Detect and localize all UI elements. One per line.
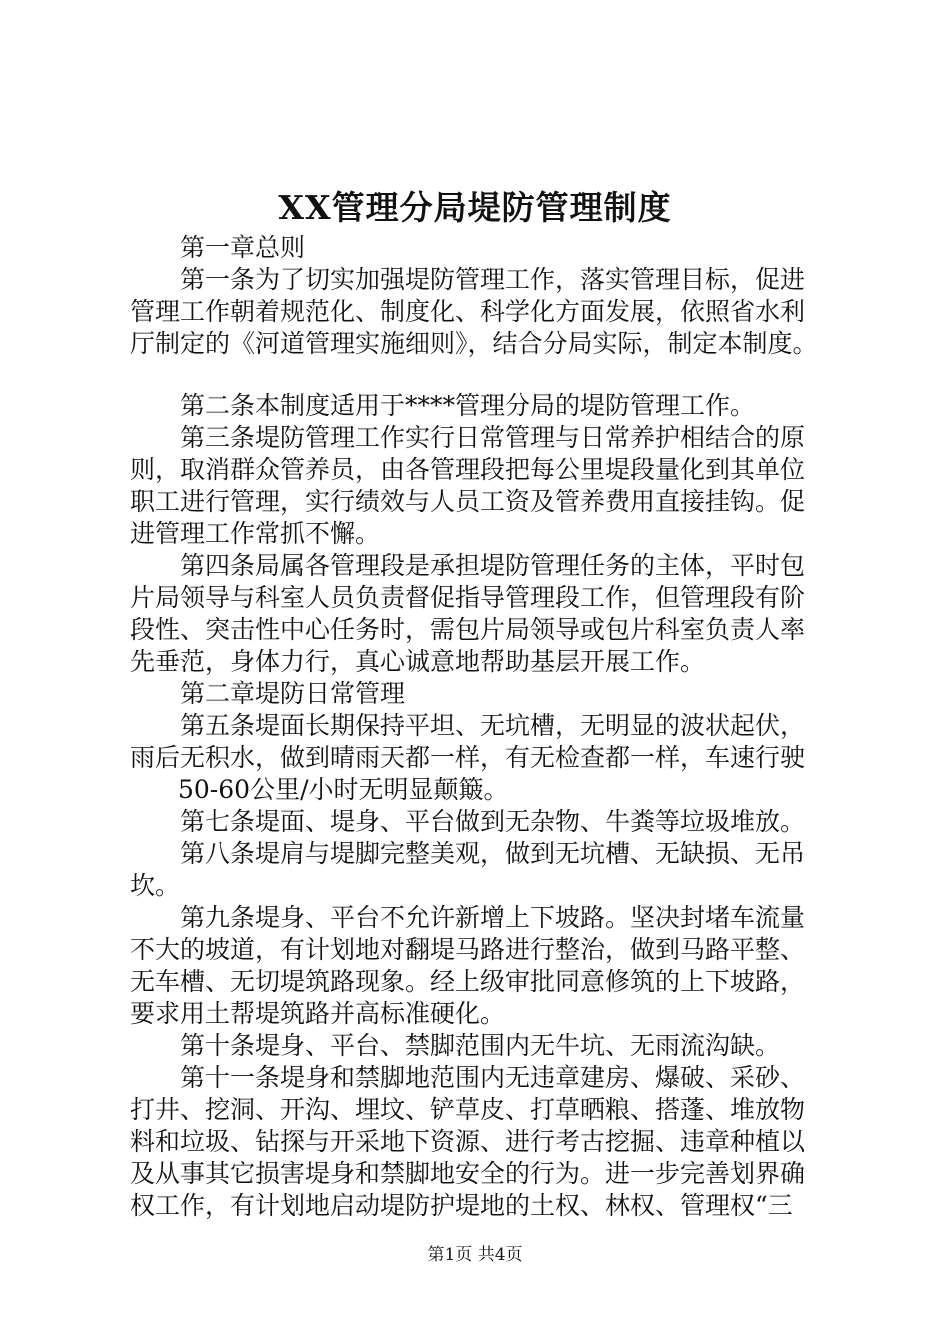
paragraph-line: 第十一条堤身和禁脚地范围内无违章建房、爆破、采砂、	[180, 1063, 806, 1092]
paragraph-line: 料和垃圾、钻探与开采地下资源、进行考古挖掘、违章种植以	[130, 1127, 806, 1156]
paragraph-line: 第七条堤面、堤身、平台做到无杂物、牛粪等垃圾堆放。	[180, 807, 806, 836]
paragraph-line: 无车槽、无切堤筑路现象。经上级审批同意修筑的上下坡路，	[130, 967, 806, 996]
paragraph-line: 不大的坡道，有计划地对翻堤马路进行整治，做到马路平整、	[130, 935, 806, 964]
page-number-footer: 第1页 共4页	[427, 1245, 523, 1265]
paragraph-line: 第十条堤身、平台、禁脚范围内无牛坑、无雨流沟缺。	[180, 1031, 781, 1060]
paragraph-line: 50-60公里/小时无明显颠簸。	[178, 775, 509, 804]
paragraph-line: 则，取消群众管养员，由各管理段把每公里堤段量化到其单位	[130, 455, 806, 484]
paragraph-line: 第二条本制度适用于****管理分局的堤防管理工作。	[180, 391, 756, 420]
document-body	[130, 232, 830, 1222]
paragraph-line: 第四条局属各管理段是承担堤防管理任务的主体，平时包	[180, 551, 806, 580]
chapter-heading: 第二章堤防日常管理	[180, 679, 406, 708]
paragraph-line: 第九条堤身、平台不允许新增上下坡路。坚决封堵车流量	[180, 903, 806, 932]
paragraph-line: 雨后无积水，做到晴雨天都一样，有无检查都一样，车速行驶	[130, 743, 806, 772]
paragraph-line: 段性、突击性中心任务时，需包片局领导或包片科室负责人率	[130, 615, 806, 644]
paragraph-line: 要求用土帮堤筑路并高标准硬化。	[130, 999, 506, 1028]
paragraph-line: 职工进行管理，实行绩效与人员工资及管养费用直接挂钩。促	[130, 487, 806, 516]
paragraph-line: 厅制定的《河道管理实施细则》，结合分局实际，制定本制度。	[130, 329, 818, 358]
paragraph-line: 进管理工作常抓不懈。	[130, 519, 381, 548]
paragraph-line: 第一条为了切实加强堤防管理工作，落实管理目标，促进	[180, 265, 806, 294]
paragraph-line: 片局领导与科室人员负责督促指导管理段工作，但管理段有阶	[130, 583, 806, 612]
document-title: XX管理分局堤防管理制度	[278, 188, 672, 227]
paragraph-line: 先垂范，身体力行，真心诚意地帮助基层开展工作。	[130, 647, 706, 676]
paragraph-line: 权工作，有计划地启动堤防护堤地的土权、林权、管理权“三	[130, 1191, 793, 1220]
chapter-heading: 第一章总则	[180, 233, 306, 262]
paragraph-line: 第八条堤肩与堤脚完整美观，做到无坑槽、无缺损、无吊	[180, 839, 806, 868]
paragraph-line: 坎。	[130, 871, 181, 900]
paragraph-line: 第五条堤面长期保持平坦、无坑槽，无明显的波状起伏，	[180, 711, 806, 740]
paragraph-line: 打井、挖洞、开沟、埋坟、铲草皮、打草晒粮、搭蓬、堆放物	[130, 1095, 806, 1124]
paragraph-line: 及从事其它损害堤身和禁脚地安全的行为。进一步完善划界确	[130, 1159, 806, 1188]
paragraph-line: 第三条堤防管理工作实行日常管理与日常养护相结合的原	[180, 423, 806, 452]
paragraph-gap	[130, 360, 830, 390]
paragraph-line: 管理工作朝着规范化、制度化、科学化方面发展，依照省水利	[130, 297, 806, 326]
